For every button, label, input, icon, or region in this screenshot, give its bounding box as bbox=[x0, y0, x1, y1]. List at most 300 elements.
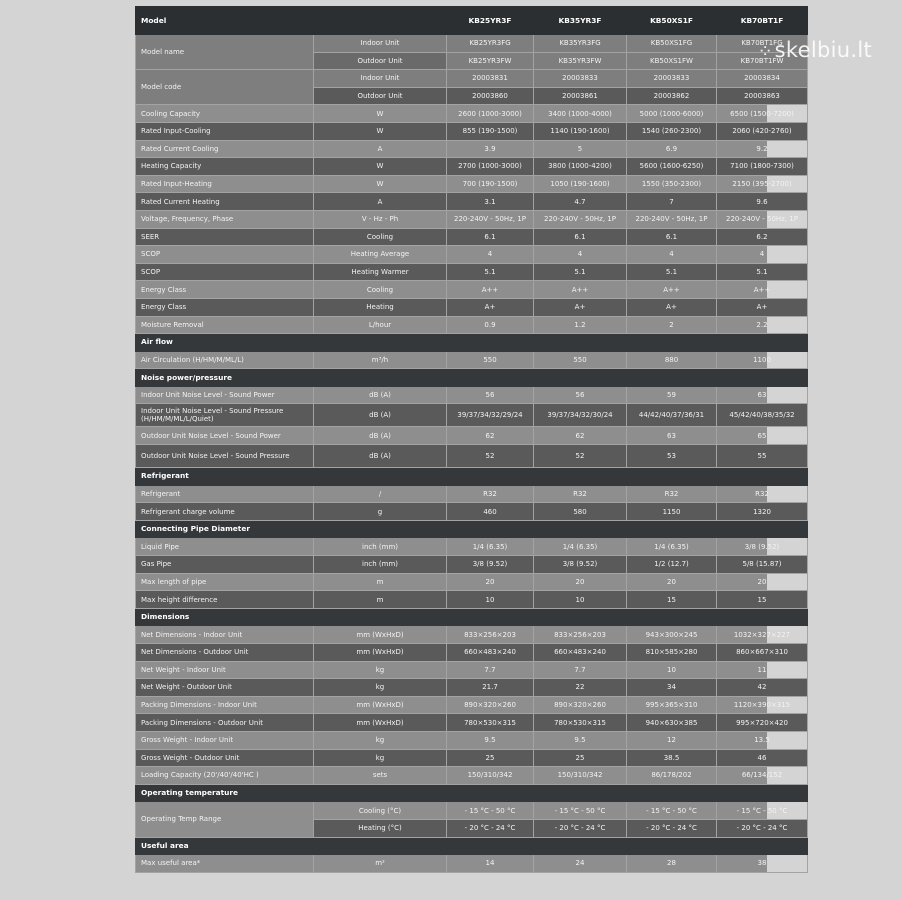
spec-unit: / bbox=[314, 485, 447, 503]
spec-label: Indoor Unit Noise Level - Sound Power bbox=[136, 386, 314, 404]
spec-value: 2150 (395-2700) bbox=[717, 175, 808, 193]
spec-value: 1.2 bbox=[534, 316, 627, 334]
spec-unit: mm (WxHxD) bbox=[314, 626, 447, 644]
spec-value: KB25YR3FG bbox=[447, 35, 534, 53]
spec-value: KB25YR3FW bbox=[447, 52, 534, 70]
spec-row bbox=[136, 802, 808, 820]
spec-value: 1150 bbox=[627, 503, 717, 521]
spec-row bbox=[136, 140, 808, 158]
spec-value: 42 bbox=[717, 679, 808, 697]
spec-value: 9.5 bbox=[534, 731, 627, 749]
spec-value: 21.7 bbox=[447, 679, 534, 697]
spec-label: Operating Temp Range bbox=[136, 802, 314, 837]
spec-value: 3/8 (9.52) bbox=[534, 556, 627, 574]
spec-label: Outdoor Unit Noise Level - Sound Pressure bbox=[136, 445, 314, 468]
spec-value: 12 bbox=[627, 731, 717, 749]
spec-label: Model name bbox=[136, 35, 314, 70]
spec-label: Heating Capacity bbox=[136, 158, 314, 176]
spec-value: 5/8 (15.87) bbox=[717, 556, 808, 574]
spec-value: - 20 °C - 24 °C bbox=[627, 819, 717, 837]
spec-value: A+ bbox=[447, 298, 534, 316]
spec-value: 890×320×260 bbox=[447, 696, 534, 714]
spec-row bbox=[136, 626, 808, 644]
spec-unit: m bbox=[314, 573, 447, 591]
section-title: Operating temperature bbox=[136, 784, 808, 802]
spec-value: 14 bbox=[447, 855, 534, 873]
spec-unit: A bbox=[314, 193, 447, 211]
spec-label: Air Circulation (H/HM/M/ML/L) bbox=[136, 351, 314, 369]
spec-value: 810×585×280 bbox=[627, 644, 717, 662]
spec-row bbox=[136, 263, 808, 281]
spec-value: 4 bbox=[627, 246, 717, 264]
spec-value: 550 bbox=[534, 351, 627, 369]
spec-value: KB35YR3FG bbox=[534, 35, 627, 53]
spec-value: - 15 °C - 50 °C bbox=[627, 802, 717, 820]
spec-value: 25 bbox=[534, 749, 627, 767]
spec-row bbox=[136, 445, 808, 468]
spec-unit: kg bbox=[314, 661, 447, 679]
spec-row bbox=[136, 556, 808, 574]
spec-row bbox=[136, 749, 808, 767]
spec-value: 3.9 bbox=[447, 140, 534, 158]
spec-value: 20 bbox=[627, 573, 717, 591]
section-title: Useful area bbox=[136, 837, 808, 855]
spec-value: 28 bbox=[627, 855, 717, 873]
spec-value: 56 bbox=[447, 386, 534, 404]
spec-value: 4.7 bbox=[534, 193, 627, 211]
spec-label: Gas Pipe bbox=[136, 556, 314, 574]
spec-value: R32 bbox=[534, 485, 627, 503]
spec-unit: kg bbox=[314, 749, 447, 767]
spec-value: 5.1 bbox=[717, 263, 808, 281]
spec-value: - 20 °C - 24 °C bbox=[447, 819, 534, 837]
spec-value: 34 bbox=[627, 679, 717, 697]
spec-value: 38 bbox=[717, 855, 808, 873]
spec-value: 1320 bbox=[717, 503, 808, 521]
spec-value: R32 bbox=[627, 485, 717, 503]
spec-value: 20003833 bbox=[534, 70, 627, 88]
spec-value: A++ bbox=[717, 281, 808, 299]
spec-value: 2700 (1000-3000) bbox=[447, 158, 534, 176]
spec-value: 7 bbox=[627, 193, 717, 211]
spec-value: 780×530×315 bbox=[534, 714, 627, 732]
spec-value: 20003860 bbox=[447, 87, 534, 105]
spec-value: 62 bbox=[447, 427, 534, 445]
spec-unit: m² bbox=[314, 855, 447, 873]
spec-label: Indoor Unit Noise Level - Sound Pressure (H/HM/M/ML/L/Quiet) bbox=[136, 404, 314, 427]
spec-value: 20003831 bbox=[447, 70, 534, 88]
spec-value: 86/178/202 bbox=[627, 767, 717, 785]
spec-label: Liquid Pipe bbox=[136, 538, 314, 556]
spec-value: 3.1 bbox=[447, 193, 534, 211]
spec-value: 995×720×420 bbox=[717, 714, 808, 732]
spec-value: 3/8 (9.52) bbox=[447, 556, 534, 574]
spec-row bbox=[136, 386, 808, 404]
spec-value: 833×256×203 bbox=[534, 626, 627, 644]
spec-unit: Cooling (°C) bbox=[314, 802, 447, 820]
section-header-row bbox=[136, 468, 808, 486]
spec-value: A+ bbox=[534, 298, 627, 316]
spec-value: 45/42/40/38/35/32 bbox=[717, 404, 808, 427]
spec-value: 46 bbox=[717, 749, 808, 767]
spec-value: 7.7 bbox=[447, 661, 534, 679]
spec-unit: mm (WxHxD) bbox=[314, 714, 447, 732]
spec-value: 660×483×240 bbox=[534, 644, 627, 662]
spec-value: 20003863 bbox=[717, 87, 808, 105]
spec-label: Loading Capacity (20'/40'/40'HC ) bbox=[136, 767, 314, 785]
section-header-row bbox=[136, 837, 808, 855]
spec-value: 9.5 bbox=[447, 731, 534, 749]
spec-value: 63 bbox=[717, 386, 808, 404]
spec-value: 1540 (260-2300) bbox=[627, 122, 717, 140]
spec-value: R32 bbox=[717, 485, 808, 503]
spec-value: 15 bbox=[627, 591, 717, 609]
header-row bbox=[136, 7, 808, 35]
spec-value: 52 bbox=[447, 445, 534, 468]
spec-value: 20 bbox=[717, 573, 808, 591]
spec-value: 860×667×310 bbox=[717, 644, 808, 662]
spec-label: Outdoor Unit Noise Level - Sound Power bbox=[136, 427, 314, 445]
spec-value: - 20 °C - 24 °C bbox=[534, 819, 627, 837]
section-header-row bbox=[136, 334, 808, 352]
spec-row bbox=[136, 281, 808, 299]
spec-value: 62 bbox=[534, 427, 627, 445]
spec-unit: Heating Warmer bbox=[314, 263, 447, 281]
spec-unit: V - Hz - Ph bbox=[314, 210, 447, 228]
spec-value: 0.9 bbox=[447, 316, 534, 334]
spec-value: 52 bbox=[534, 445, 627, 468]
section-header-row bbox=[136, 784, 808, 802]
spec-value: KB70BT1FG bbox=[717, 35, 808, 53]
spec-value: 5.1 bbox=[627, 263, 717, 281]
spec-value: 995×365×310 bbox=[627, 696, 717, 714]
spec-label: Packing Dimensions - Outdoor Unit bbox=[136, 714, 314, 732]
header-model-1: KB25YR3F bbox=[447, 7, 534, 35]
spec-value: 150/310/342 bbox=[534, 767, 627, 785]
spec-row bbox=[136, 855, 808, 873]
spec-value: 5.1 bbox=[534, 263, 627, 281]
spec-value: 39/37/34/32/30/24 bbox=[534, 404, 627, 427]
spec-value: KB50XS1FW bbox=[627, 52, 717, 70]
spec-value: - 15 °C - 50 °C bbox=[534, 802, 627, 820]
spec-value: 15 bbox=[717, 591, 808, 609]
spec-row bbox=[136, 767, 808, 785]
spec-value: 833×256×203 bbox=[447, 626, 534, 644]
spec-value: A+ bbox=[627, 298, 717, 316]
spec-value: 1120×390×315 bbox=[717, 696, 808, 714]
section-title: Noise power/pressure bbox=[136, 369, 808, 387]
spec-label: Gross Weight - Indoor Unit bbox=[136, 731, 314, 749]
spec-value: 13.5 bbox=[717, 731, 808, 749]
spec-value: A+ bbox=[717, 298, 808, 316]
spec-unit: Outdoor Unit bbox=[314, 87, 447, 105]
spec-row bbox=[136, 644, 808, 662]
spec-value: 700 (190-1500) bbox=[447, 175, 534, 193]
spec-unit: g bbox=[314, 503, 447, 521]
spec-unit: W bbox=[314, 158, 447, 176]
spec-value: 943×300×245 bbox=[627, 626, 717, 644]
spec-value: 10 bbox=[627, 661, 717, 679]
spec-row bbox=[136, 591, 808, 609]
spec-value: 5600 (1600-6250) bbox=[627, 158, 717, 176]
spec-value: 550 bbox=[447, 351, 534, 369]
spec-unit: dB (A) bbox=[314, 386, 447, 404]
spec-unit: Heating (°C) bbox=[314, 819, 447, 837]
spec-label: Rated Input-Cooling bbox=[136, 122, 314, 140]
spec-label: Rated Input-Heating bbox=[136, 175, 314, 193]
section-title: Air flow bbox=[136, 334, 808, 352]
spec-value: 3800 (1000-4200) bbox=[534, 158, 627, 176]
spec-unit: mm (WxHxD) bbox=[314, 696, 447, 714]
spec-unit: mm (WxHxD) bbox=[314, 644, 447, 662]
header-unit-column bbox=[314, 7, 447, 35]
spec-unit: A bbox=[314, 140, 447, 158]
spec-value: 10 bbox=[447, 591, 534, 609]
spec-unit: Cooling bbox=[314, 281, 447, 299]
spec-value: 580 bbox=[534, 503, 627, 521]
spec-row bbox=[136, 316, 808, 334]
spec-unit: inch (mm) bbox=[314, 556, 447, 574]
spec-label: Net Weight - Outdoor Unit bbox=[136, 679, 314, 697]
spec-row bbox=[136, 175, 808, 193]
spec-value: 9.2 bbox=[717, 140, 808, 158]
spec-value: 1140 (190-1600) bbox=[534, 122, 627, 140]
spec-value: 1050 (190-1600) bbox=[534, 175, 627, 193]
spec-value: 2.2 bbox=[717, 316, 808, 334]
spec-value: 7.7 bbox=[534, 661, 627, 679]
spec-value: 6.1 bbox=[534, 228, 627, 246]
header-model-3: KB50XS1F bbox=[627, 7, 717, 35]
spec-unit: m bbox=[314, 591, 447, 609]
spec-unit: Heating bbox=[314, 298, 447, 316]
spec-unit: dB (A) bbox=[314, 427, 447, 445]
spec-value: 660×483×240 bbox=[447, 644, 534, 662]
spec-unit: W bbox=[314, 175, 447, 193]
spec-row bbox=[136, 298, 808, 316]
spec-label: Net Dimensions - Indoor Unit bbox=[136, 626, 314, 644]
spec-value: 65 bbox=[717, 427, 808, 445]
spec-unit: dB (A) bbox=[314, 404, 447, 427]
spec-value: KB70BT1FW bbox=[717, 52, 808, 70]
spec-value: 55 bbox=[717, 445, 808, 468]
spec-value: 10 bbox=[534, 591, 627, 609]
spec-value: 460 bbox=[447, 503, 534, 521]
spec-unit: inch (mm) bbox=[314, 538, 447, 556]
section-title: Refrigerant bbox=[136, 468, 808, 486]
spec-value: 6500 (1500-7200) bbox=[717, 105, 808, 123]
spec-value: 220-240V - 50Hz, 1P bbox=[534, 210, 627, 228]
watermark-logo-icon: ⁘ bbox=[757, 41, 771, 62]
spec-unit: sets bbox=[314, 767, 447, 785]
spec-value: 5000 (1000-6000) bbox=[627, 105, 717, 123]
spec-label: Max height difference bbox=[136, 591, 314, 609]
spec-row bbox=[136, 228, 808, 246]
spec-row bbox=[136, 427, 808, 445]
spec-row bbox=[136, 105, 808, 123]
spec-unit: W bbox=[314, 105, 447, 123]
spec-value: 11 bbox=[717, 661, 808, 679]
spec-row bbox=[136, 661, 808, 679]
spec-value: 53 bbox=[627, 445, 717, 468]
spec-row bbox=[136, 714, 808, 732]
spec-label: SEER bbox=[136, 228, 314, 246]
spec-value: 63 bbox=[627, 427, 717, 445]
spec-row bbox=[136, 35, 808, 53]
spec-value: 39/37/34/32/29/24 bbox=[447, 404, 534, 427]
spec-value: 3/8 (9.52) bbox=[717, 538, 808, 556]
spec-value: 38.5 bbox=[627, 749, 717, 767]
spec-value: 56 bbox=[534, 386, 627, 404]
spec-row bbox=[136, 122, 808, 140]
spec-unit: kg bbox=[314, 679, 447, 697]
spec-value: 20 bbox=[534, 573, 627, 591]
spec-value: 25 bbox=[447, 749, 534, 767]
spec-row bbox=[136, 731, 808, 749]
spec-row bbox=[136, 503, 808, 521]
spec-label: Max useful area* bbox=[136, 855, 314, 873]
spec-label: Voltage, Frequency, Phase bbox=[136, 210, 314, 228]
spec-value: 780×530×315 bbox=[447, 714, 534, 732]
spec-value: 220-240V - 50Hz, 1P bbox=[717, 210, 808, 228]
spec-value: 20003833 bbox=[627, 70, 717, 88]
spec-value: A++ bbox=[534, 281, 627, 299]
spec-row bbox=[136, 246, 808, 264]
spec-sheet bbox=[135, 6, 798, 873]
spec-value: 855 (190-1500) bbox=[447, 122, 534, 140]
spec-value: 940×630×385 bbox=[627, 714, 717, 732]
spec-value: KB35YR3FW bbox=[534, 52, 627, 70]
spec-row bbox=[136, 193, 808, 211]
spec-value: 5 bbox=[534, 140, 627, 158]
spec-row bbox=[136, 538, 808, 556]
spec-row bbox=[136, 696, 808, 714]
spec-value: 2060 (420-2760) bbox=[717, 122, 808, 140]
spec-label: Model code bbox=[136, 70, 314, 105]
spec-label: Rated Current Cooling bbox=[136, 140, 314, 158]
spec-label: SCOP bbox=[136, 246, 314, 264]
spec-value: 22 bbox=[534, 679, 627, 697]
spec-value: 150/310/342 bbox=[447, 767, 534, 785]
spec-value: 4 bbox=[534, 246, 627, 264]
spec-value: 6.2 bbox=[717, 228, 808, 246]
spec-row bbox=[136, 351, 808, 369]
spec-row bbox=[136, 404, 808, 427]
spec-value: 4 bbox=[447, 246, 534, 264]
spec-table bbox=[135, 6, 808, 873]
spec-value: 1032×327×227 bbox=[717, 626, 808, 644]
spec-value: 880 bbox=[627, 351, 717, 369]
section-header-row bbox=[136, 608, 808, 626]
spec-value: 890×320×260 bbox=[534, 696, 627, 714]
spec-value: 20 bbox=[447, 573, 534, 591]
section-title: Dimensions bbox=[136, 608, 808, 626]
spec-row bbox=[136, 573, 808, 591]
spec-unit: Indoor Unit bbox=[314, 35, 447, 53]
watermark-text: skelbiu.lt bbox=[774, 38, 872, 62]
header-model-2: KB35YR3F bbox=[534, 7, 627, 35]
spec-value: KB50XS1FG bbox=[627, 35, 717, 53]
spec-row bbox=[136, 679, 808, 697]
header-model-label: Model bbox=[136, 7, 314, 35]
spec-unit: W bbox=[314, 122, 447, 140]
spec-value: - 20 °C - 24 °C bbox=[717, 819, 808, 837]
spec-value: 220-240V - 50Hz, 1P bbox=[627, 210, 717, 228]
spec-unit: L/hour bbox=[314, 316, 447, 334]
spec-value: 2600 (1000-3000) bbox=[447, 105, 534, 123]
spec-unit: Indoor Unit bbox=[314, 70, 447, 88]
spec-value: 59 bbox=[627, 386, 717, 404]
spec-value: 20003861 bbox=[534, 87, 627, 105]
spec-row bbox=[136, 485, 808, 503]
spec-label: Max length of pipe bbox=[136, 573, 314, 591]
spec-label: Refrigerant charge volume bbox=[136, 503, 314, 521]
spec-label: Rated Current Heating bbox=[136, 193, 314, 211]
spec-value: 9.6 bbox=[717, 193, 808, 211]
spec-value: - 15 °C - 50 °C bbox=[447, 802, 534, 820]
spec-label: Refrigerant bbox=[136, 485, 314, 503]
spec-label: Moisture Removal bbox=[136, 316, 314, 334]
spec-unit: Outdoor Unit bbox=[314, 52, 447, 70]
spec-row bbox=[136, 210, 808, 228]
spec-value: 66/134/152 bbox=[717, 767, 808, 785]
spec-value: A++ bbox=[447, 281, 534, 299]
spec-unit: dB (A) bbox=[314, 445, 447, 468]
spec-label: Net Dimensions - Outdoor Unit bbox=[136, 644, 314, 662]
spec-value: 7100 (1800-7300) bbox=[717, 158, 808, 176]
site-watermark bbox=[758, 38, 872, 62]
spec-value: R32 bbox=[447, 485, 534, 503]
spec-row bbox=[136, 158, 808, 176]
spec-label: Energy Class bbox=[136, 298, 314, 316]
spec-value: 6.9 bbox=[627, 140, 717, 158]
spec-value: 20003834 bbox=[717, 70, 808, 88]
spec-value: 24 bbox=[534, 855, 627, 873]
spec-value: 4 bbox=[717, 246, 808, 264]
spec-value: 5.1 bbox=[447, 263, 534, 281]
spec-value: 3400 (1000-4000) bbox=[534, 105, 627, 123]
spec-label: Cooling Capacity bbox=[136, 105, 314, 123]
spec-rows bbox=[136, 35, 808, 873]
spec-value: 2 bbox=[627, 316, 717, 334]
spec-value: 20003862 bbox=[627, 87, 717, 105]
spec-label: Gross Weight - Outdoor Unit bbox=[136, 749, 314, 767]
spec-label: Packing Dimensions - Indoor Unit bbox=[136, 696, 314, 714]
spec-row bbox=[136, 70, 808, 88]
spec-value: 6.1 bbox=[447, 228, 534, 246]
spec-value: A++ bbox=[627, 281, 717, 299]
spec-value: 1100 bbox=[717, 351, 808, 369]
spec-unit: kg bbox=[314, 731, 447, 749]
spec-value: 220-240V - 50Hz, 1P bbox=[447, 210, 534, 228]
header-model-4: KB70BT1F bbox=[717, 7, 808, 35]
spec-value: 44/42/40/37/36/31 bbox=[627, 404, 717, 427]
spec-value: 1/4 (6.35) bbox=[534, 538, 627, 556]
spec-unit: m³/h bbox=[314, 351, 447, 369]
section-title: Connecting Pipe Diameter bbox=[136, 520, 808, 538]
spec-value: 1/2 (12.7) bbox=[627, 556, 717, 574]
section-header-row bbox=[136, 369, 808, 387]
section-header-row bbox=[136, 520, 808, 538]
spec-value: 1550 (350-2300) bbox=[627, 175, 717, 193]
spec-value: - 15 °C - 50 °C bbox=[717, 802, 808, 820]
spec-label: SCOP bbox=[136, 263, 314, 281]
spec-unit: Heating Average bbox=[314, 246, 447, 264]
spec-value: 6.1 bbox=[627, 228, 717, 246]
spec-unit: Cooling bbox=[314, 228, 447, 246]
spec-label: Net Weight - Indoor Unit bbox=[136, 661, 314, 679]
spec-label: Energy Class bbox=[136, 281, 314, 299]
spec-value: 1/4 (6.35) bbox=[627, 538, 717, 556]
